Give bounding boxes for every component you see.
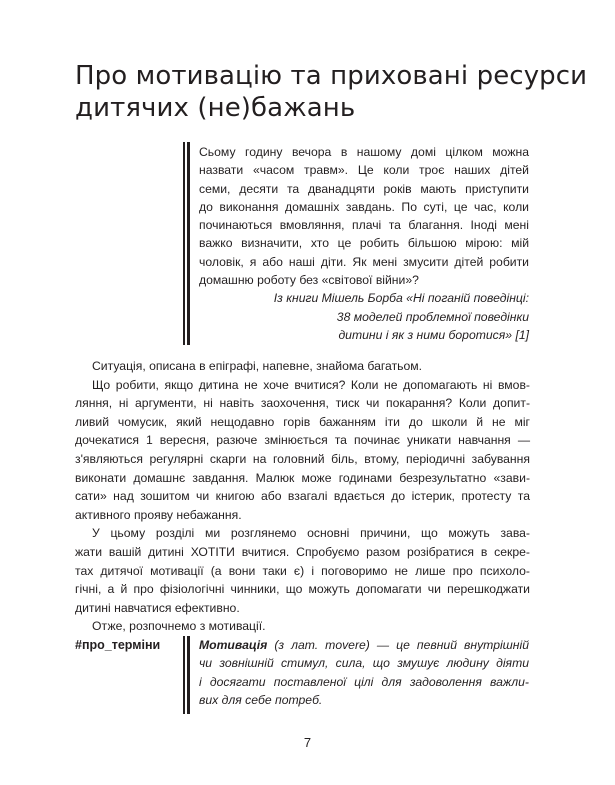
paragraph-line: ляння, ні аргументи, ні навіть заохочення, тиск чи покарання? Коли допит-: [75, 396, 530, 411]
epigraph-line: до виконання домашніх завдань. По суті, це час, коли: [199, 199, 529, 214]
chapter-title-line: дитячих (не)бажань: [75, 93, 356, 123]
epigraph-line: починаються вмовляння, плачі та благання. Іноді мені: [199, 218, 529, 233]
paragraph-line: жати вашій дитині ХОТІТИ вчитися. Спробуємо разом розібратися в секре-: [75, 544, 530, 559]
epigraph-source-line: дитини і як з ними боротися» [1]: [338, 327, 529, 342]
paragraph-line: Ситуація, описана в епіграфі, напевне, знайома багатьом.: [92, 359, 423, 373]
epigraph-line: важко визначити, хто це робить більшою мірою: мій: [199, 236, 529, 251]
paragraph-line: Що робити, якщо дитина не хоче вчитися? Коли не допомагають ні вмов-: [92, 377, 530, 392]
definition-box: [199, 636, 529, 709]
paragraph-line: ливий чомусик, який нещодавно горів бажанням іти до школи й не міг: [75, 414, 530, 429]
epigraph-source-line: Із книги Мішель Борба «Ні поганій поведінці:: [273, 291, 529, 306]
paragraph-line: дочекатися 1 вересня, разюче змінюється та починає уникати навчання —: [75, 433, 530, 448]
paragraph-line: сати» над зошитом чи книгою або взагалі вдається до істерик, протесту та: [75, 489, 530, 504]
paragraph-line: з'являються регулярні скарги на головний біль, втому, періодичні забування: [75, 451, 530, 466]
body-text: [75, 357, 530, 636]
definition-line: і досягати поставленої цілі для задоволення важли-: [199, 674, 529, 689]
page-number: 7: [303, 735, 312, 750]
epigraph-source-line: 38 моделей проблемної поведінки: [336, 309, 529, 324]
epigraph-line: семи, десяти та дванадцяти років мають приступити: [199, 181, 529, 196]
epigraph-line: домашню роботу без «світової війни»?: [199, 273, 419, 288]
paragraph-line: активного прояву небажання.: [75, 507, 242, 522]
epigraph: [199, 143, 529, 344]
definition-line: вих для себе потреб.: [199, 692, 323, 707]
epigraph-bar: [183, 142, 191, 345]
hashtag-label: #про_терміни: [75, 638, 161, 652]
paragraph-line: гічні, а й про фізіологічні чинники, що можуть допомагати чи перешкоджати: [75, 582, 530, 597]
paragraph-line: У цьому розділі ми розглянемо основні причини, що можуть зава-: [92, 526, 530, 541]
definition-line: чи зовнішній стимул, сила, що змушує людину діяти: [199, 656, 529, 671]
definition-bar: [183, 636, 191, 714]
paragraph-line: Отже, розпочнемо з мотивації.: [92, 619, 266, 634]
epigraph-line: назвати «часом травм». Це коли троє наших дітей: [199, 163, 529, 178]
paragraph-line: тах дитячої мотивації (а вони таки є) і поговоримо не лише про психоло-: [75, 563, 530, 578]
paragraph-line: виконати домашнє завдання. Малюк може годинами безрезультатно «зави-: [75, 470, 530, 485]
paragraph-line: дитині навчатися ефективно.: [75, 600, 240, 615]
epigraph-line: Сьому годину вечора в нашому домі цілком можна: [199, 145, 529, 159]
definition-text: (з лат. movere) — це певний внутрішній: [267, 638, 529, 652]
definition-line: [199, 636, 529, 654]
epigraph-line: чоловік, я або наші діти. Як мені змусити дітей робити: [199, 254, 529, 269]
chapter-title-line: Про мотивацію та приховані ресурси: [75, 61, 588, 91]
chapter-title: [75, 60, 588, 124]
definition-term: Мотивація: [199, 638, 268, 652]
